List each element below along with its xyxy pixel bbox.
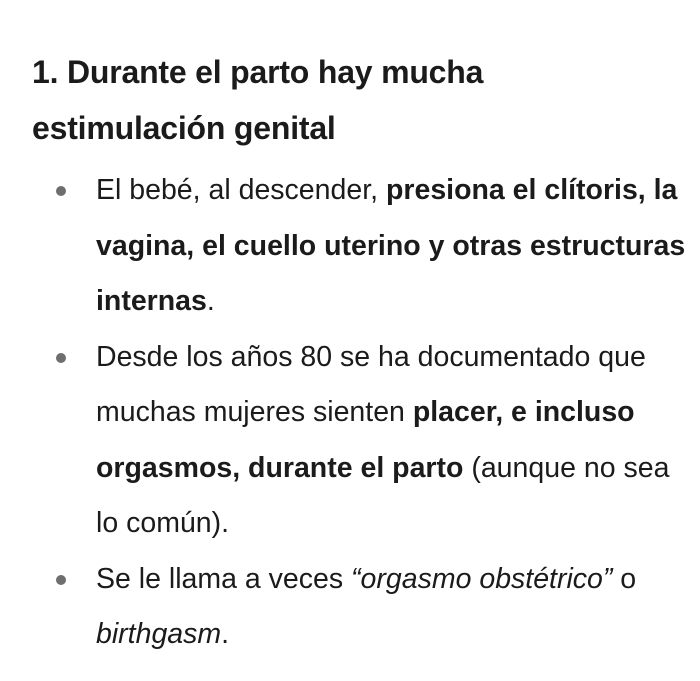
bullet-dot-icon — [56, 353, 66, 363]
bullet-3-text-italic-term: “orgasmo obstétrico” — [351, 562, 613, 595]
bullet-item-2 — [96, 330, 696, 552]
bullet-1-text-end: . — [206, 285, 215, 317]
bullet-item-3 — [96, 552, 696, 663]
bullet-list — [0, 163, 700, 663]
bullet-2-text-bold: placer, e incluso orgasmos, durante el parto — [96, 396, 635, 484]
bullet-3-text-plain: Se le llama a veces — [96, 562, 352, 595]
bullet-dot-icon — [56, 575, 66, 585]
bullet-3-text-end: . — [221, 618, 230, 650]
bullet-3-text-italic-english: birthgasm — [96, 618, 222, 650]
bullet-1-text-bold: presiona el clítoris, la vagina, el cuello uterino y otras estructuras internas — [96, 174, 686, 317]
bullet-3-text-conjunction: o — [612, 562, 637, 595]
bullet-1-text-plain: El bebé, al descender, — [96, 174, 386, 206]
bullet-2-text-end: (aunque no sea lo común). — [96, 451, 670, 539]
bullet-2-text-plain: Desde los años 80 se ha documentado que muchas mujeres sienten — [96, 340, 646, 428]
section-heading: 1. Durante el parto hay mucha estimulación genital — [32, 54, 484, 146]
bullet-item-1 — [96, 163, 696, 330]
bullet-dot-icon — [56, 186, 66, 196]
